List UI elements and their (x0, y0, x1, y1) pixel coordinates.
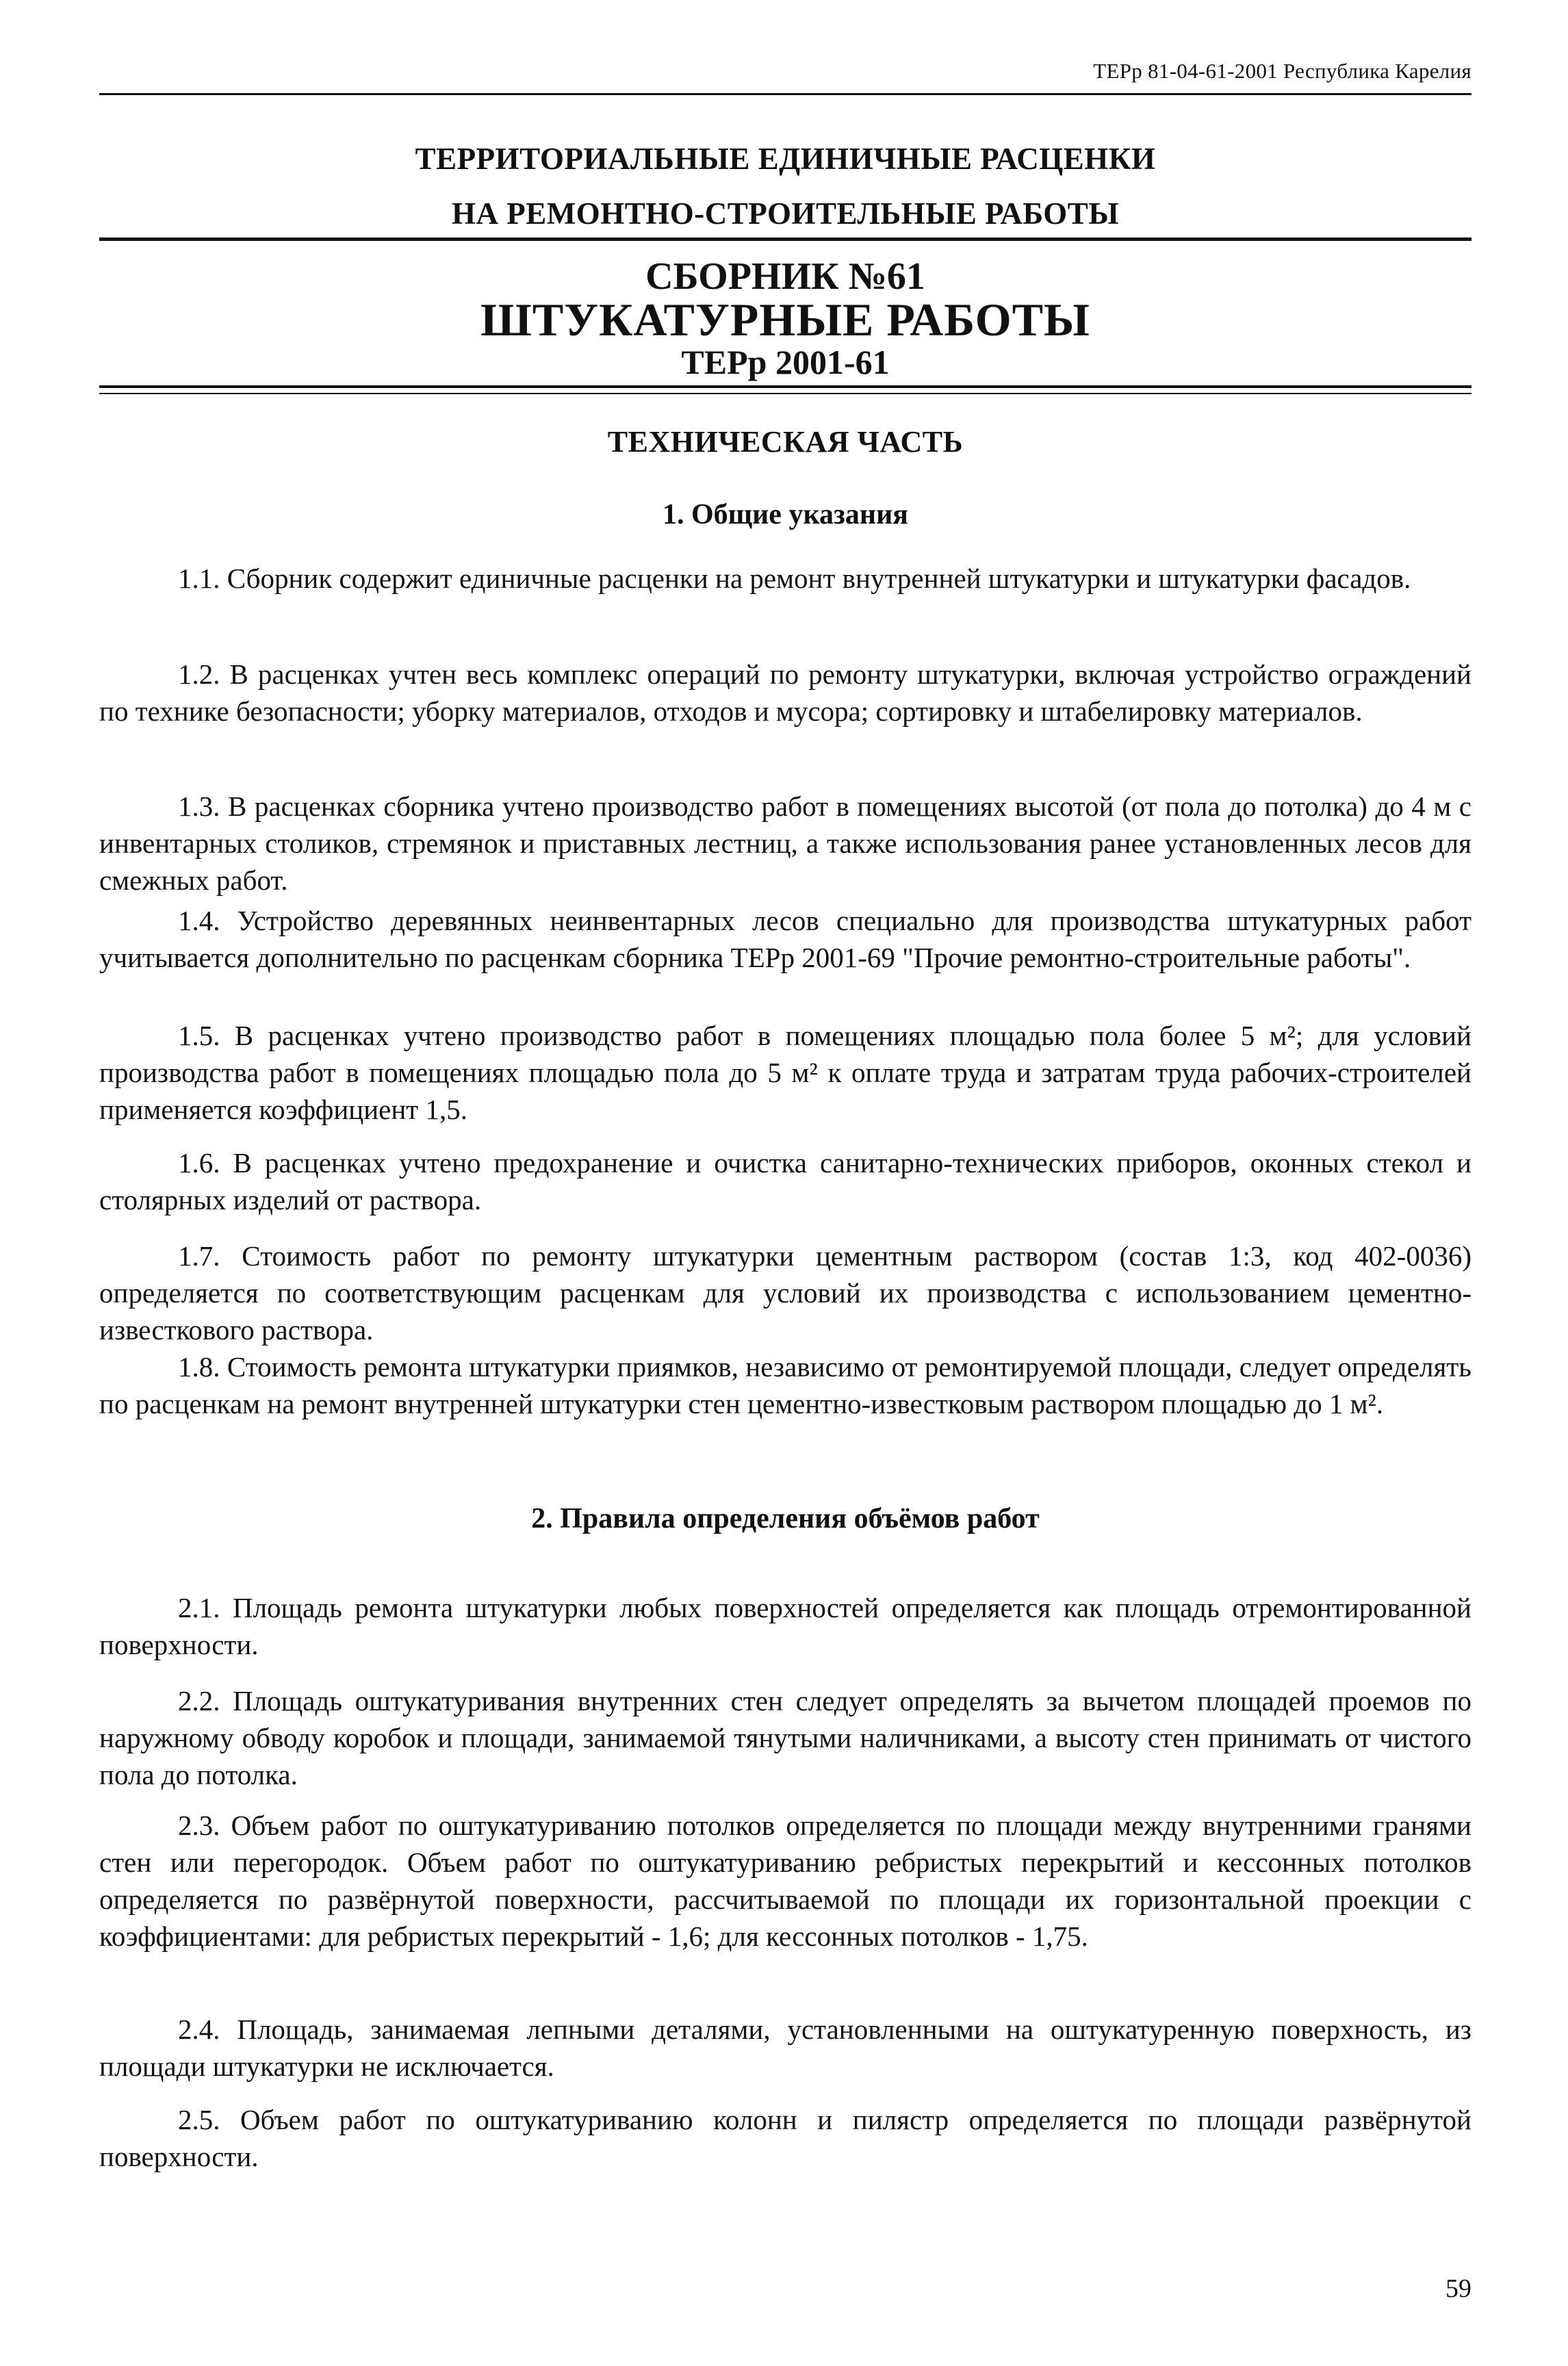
paragraph-2-5: 2.5. Объем работ по оштукатуриванию колонн и пилястр определяется по площади развёрнутой поверхности. (99, 2104, 1471, 2172)
collection-title: ШТУКАТУРНЫЕ РАБОТЫ (480, 294, 1090, 346)
paragraph-2-1: 2.1. Площадь ремонта штукатурки любых поверхностей определяется как площадь отремонтированной поверхности. (99, 1592, 1471, 1660)
section-2-heading: 2. Правила определения объёмов работ (531, 1503, 1040, 1534)
collection-code: ТЕРр 2001-61 (681, 343, 890, 381)
paragraph-1-4: 1.4. Устройство деревянных неинвентарных лесов специально для производства штукатурных работ учитывается дополнительно по расценкам сборника ТЕРр 2001-69 "Прочие ремонтно-строительные работы". (99, 905, 1471, 973)
running-header: ТЕРр 81-04-61-2001 Республика Карелия (1093, 59, 1471, 83)
collection-number: СБОРНИК №61 (645, 255, 925, 298)
paragraph-1-1: 1.1. Сборник содержит единичные расценки на ремонт внутренней штукатурки и штукатурки фасадов. (178, 563, 1411, 594)
technical-part-heading: ТЕХНИЧЕСКАЯ ЧАСТЬ (607, 425, 964, 459)
header-rule (99, 93, 1471, 95)
paragraph-1-6: 1.6. В расценках учтено предохранение и очистка санитарно-технических приборов, оконных стекол и столярных изделий от раствора. (99, 1147, 1471, 1216)
paragraph-2-3: 2.3. Объем работ по оштукатуриванию потолков определяется по площади между внутренними гранями стен или перегородок. Объем работ по оштукатуриванию ребристых перекрытий и кессонных потолков определяется по развёрнутой поверхности, рассчитываемой по площади их горизонтальной проекции с коэффициентами: для ребристых перекрытий - 1,6; для кессонных потолков - 1,75. (99, 1810, 1471, 1952)
document-page (99, 0, 1471, 2366)
title-line-1: ТЕРРИТОРИАЛЬНЫЕ ЕДИНИЧНЫЕ РАСЦЕНКИ (415, 142, 1156, 176)
paragraph-1-2: 1.2. В расценках учтен весь комплекс операций по ремонту штукатурки, включая устройство ограждений по технике безопасности; уборку материалов, отходов и мусора; сортировку и штабелировку материалов. (99, 658, 1471, 727)
section-1-heading: 1. Общие указания (662, 499, 909, 530)
paragraph-1-8: 1.8. Стоимость ремонта штукатурки приямков, независимо от ремонтируемой площади, следует определять по расценкам на ремонт внутренней штукатурки стен цементно-известковым раствором площадью до 1 м². (99, 1351, 1471, 1419)
title-rule (99, 237, 1471, 241)
paragraph-2-4: 2.4. Площадь, занимаемая лепными деталями, установленными на оштукатуренную поверхность, из площади штукатурки не исключается. (99, 2014, 1471, 2082)
paragraph-1-7: 1.7. Стоимость работ по ремонту штукатурки цементным раствором (состав 1:3, код 402-0036) определяется по соответствующим расценкам для условий их производства с использованием цементно-известкового раствора. (99, 1240, 1471, 1346)
page-number: 59 (1445, 2274, 1471, 2303)
double-rule (99, 385, 1471, 394)
title-line-2: НА РЕМОНТНО-СТРОИТЕЛЬНЫЕ РАБОТЫ (451, 196, 1120, 231)
paragraph-2-2: 2.2. Площадь оштукатуривания внутренних стен следует определять за вычетом площадей проемов по наружному обводу коробок и площади, занимаемой тянутыми наличниками, а высоту стен принимать от чистого пола до потолка. (99, 1685, 1471, 1790)
paragraph-1-5: 1.5. В расценках учтено производство работ в помещениях площадью пола более 5 м²; для условий производства работ в помещениях площадью пола до 5 м² к оплате труда и затратам труда рабочих-строителей применяется коэффициент 1,5. (99, 1020, 1471, 1125)
paragraph-1-3: 1.3. В расценках сборника учтено производство работ в помещениях высотой (от пола до потолка) до 4 м с инвентарных столиков, стремянок и приставных лестниц, а также использования ранее установленных лесов для смежных работ. (99, 790, 1471, 896)
